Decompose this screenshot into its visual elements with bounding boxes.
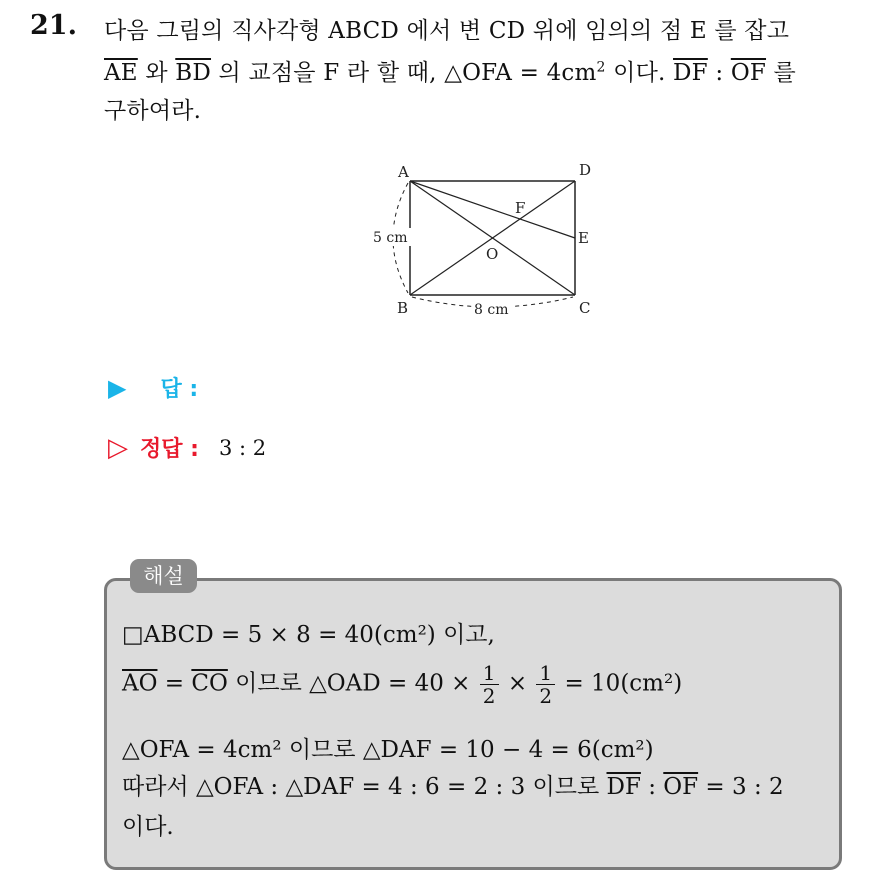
- question-text: 를: [766, 60, 796, 86]
- explanation-tab: 해설: [130, 559, 197, 593]
- segment-co: $\overline{CO}$: [191, 670, 228, 697]
- question-line-3: 구하여라.: [104, 98, 202, 124]
- explanation-text: = 10(cm²): [564, 670, 683, 697]
- label-c: C: [579, 299, 591, 317]
- question-text: :: [707, 60, 731, 86]
- rectangle-figure: [360, 155, 610, 325]
- question-number: 21.: [30, 10, 77, 41]
- explanation-line-5: 이다.: [122, 814, 174, 840]
- question-text: 이다.: [605, 60, 674, 86]
- fraction-denominator: 2: [482, 684, 496, 708]
- explanation-text: =: [157, 670, 192, 697]
- question-line-1: 다음 그림의 직사각형 ABCD 에서 변 CD 위에 임의의 점 E 를 잡고: [104, 18, 790, 44]
- explanation-text: 이므로 △OAD = 40 ×: [227, 670, 471, 697]
- fraction-numerator: 1: [480, 662, 499, 685]
- segment-ao: $\overline{AO}$: [122, 670, 158, 697]
- superscript: 2: [596, 59, 606, 76]
- explanation-text: 따라서 △OFA : △DAF = 4 : 6 = 2 : 3 이므로: [122, 774, 607, 800]
- segment-of: $\overline{OF}$: [663, 774, 699, 800]
- fraction-one-half: [536, 662, 555, 707]
- segment-df: $\overline{DF}$: [673, 60, 708, 86]
- correct-answer-row: [108, 432, 266, 463]
- label-o: O: [486, 245, 499, 263]
- explanation-line-4: [122, 768, 784, 801]
- answer-row: [108, 372, 198, 403]
- play-icon: ▶: [108, 373, 127, 402]
- explanation-line-1: □ABCD = 5 × 8 = 40(cm²) 이고,: [122, 622, 495, 648]
- explanation-text: :: [640, 774, 664, 800]
- label-a: A: [398, 163, 409, 181]
- explanation-line-2: [122, 662, 682, 707]
- segment-ae-line: [410, 181, 575, 238]
- segment-bd: $\overline{BD}$: [175, 60, 212, 86]
- question-text: 와: [137, 60, 176, 86]
- label-e: E: [578, 229, 589, 247]
- correct-answer-label: 정답 :: [140, 437, 199, 462]
- width-label: 8 cm: [474, 302, 509, 318]
- label-f: F: [515, 199, 526, 217]
- segment-df: $\overline{DF}$: [606, 774, 641, 800]
- outline-play-icon: ▷: [108, 432, 128, 463]
- segment-of: $\overline{OF}$: [730, 60, 767, 86]
- height-label: 5 cm: [373, 230, 408, 246]
- explanation-text: = 3 : 2: [698, 774, 784, 800]
- fraction-denominator: 2: [539, 684, 553, 708]
- explanation-text: ×: [507, 670, 528, 697]
- label-b: B: [397, 299, 409, 317]
- fraction-numerator: 1: [536, 662, 555, 685]
- explanation-line-3: △OFA = 4cm² 이므로 △DAF = 10 − 4 = 6(cm²): [122, 737, 654, 763]
- question-text: 의 교점을 F 라 할 때, △OFA = 4cm: [211, 60, 597, 86]
- question-line-2: [104, 54, 796, 87]
- correct-answer-value: 3 : 2: [218, 435, 267, 460]
- segment-ae: $\overline{AE}$: [104, 60, 138, 86]
- answer-label: 답 :: [160, 377, 199, 402]
- label-d: D: [579, 161, 592, 179]
- fraction-one-half: [480, 662, 499, 707]
